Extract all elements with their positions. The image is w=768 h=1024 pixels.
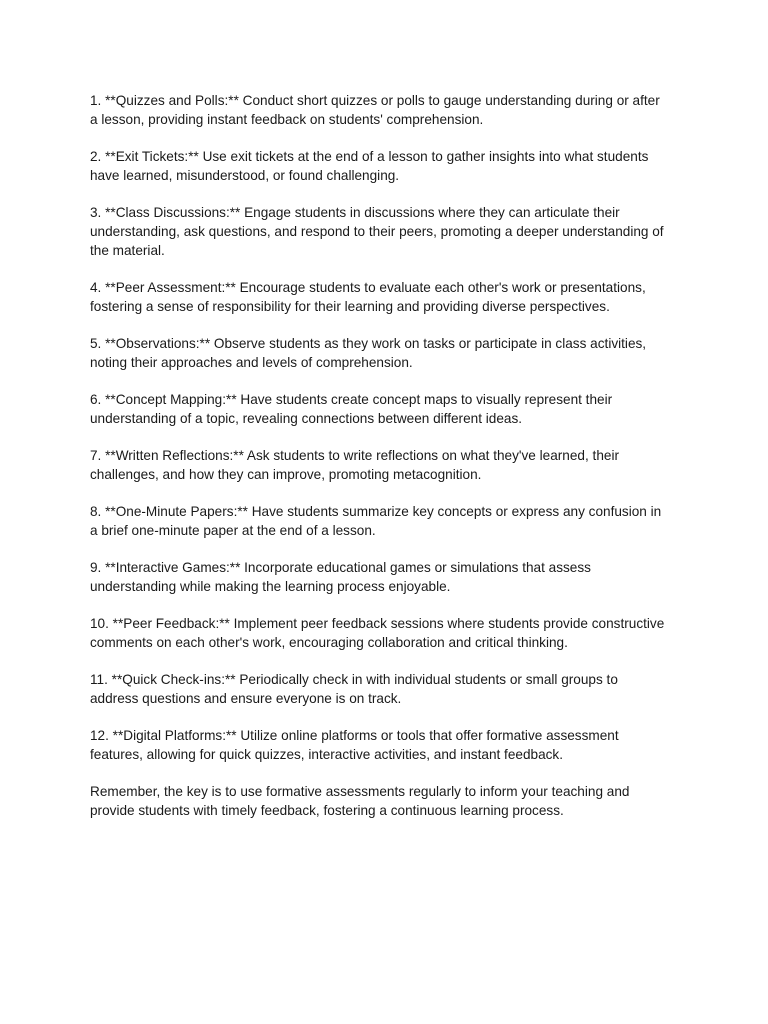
list-item: 5. **Observations:** Observe students as they work on tasks or participate in class activities, noting their approaches and levels of comprehension. xyxy=(90,336,647,370)
list-item: 1. **Quizzes and Polls:** Conduct short quizzes or polls to gauge understanding during or after a lesson, providing instant feedback on students' comprehension. xyxy=(90,93,660,127)
list-item: 12. **Digital Platforms:** Utilize online platforms or tools that offer formative assessment features, allowing for quick quizzes, interactive activities, and instant feedback. xyxy=(90,728,619,762)
list-item: 11. **Quick Check-ins:** Periodically check in with individual students or small groups to address questions and ensure everyone is on track. xyxy=(90,672,618,706)
list-item: 4. **Peer Assessment:** Encourage students to evaluate each other's work or presentations, fostering a sense of responsibility for their learning and providing diverse perspectives. xyxy=(90,280,646,314)
list-item: 6. **Concept Mapping:** Have students create concept maps to visually represent their understanding of a topic, revealing connections between different ideas. xyxy=(90,392,613,426)
closing-paragraph: Remember, the key is to use formative assessments regularly to inform your teaching and provide students with timely feedback, fostering a continuous learning process. xyxy=(90,784,630,818)
list-item: 10. **Peer Feedback:** Implement peer feedback sessions where students provide constructive comments on each other's work, encouraging collaboration and critical thinking. xyxy=(90,616,665,650)
list-item: 7. **Written Reflections:** Ask students to write reflections on what they've learned, their challenges, and how they can improve, promoting metacognition. xyxy=(90,448,619,482)
list-item: 9. **Interactive Games:** Incorporate educational games or simulations that assess understanding while making the learning process enjoyable. xyxy=(90,560,591,594)
list-item: 8. **One-Minute Papers:** Have students summarize key concepts or express any confusion in a brief one-minute paper at the end of a lesson. xyxy=(90,504,662,538)
list-item: 2. **Exit Tickets:** Use exit tickets at the end of a lesson to gather insights into what students have learned, misunderstood, or found challenging. xyxy=(90,149,649,183)
list-item: 3. **Class Discussions:** Engage students in discussions where they can articulate their understanding, ask questions, and respond to their peers, promoting a deeper understanding of the material. xyxy=(90,205,664,258)
document-page xyxy=(90,91,690,838)
